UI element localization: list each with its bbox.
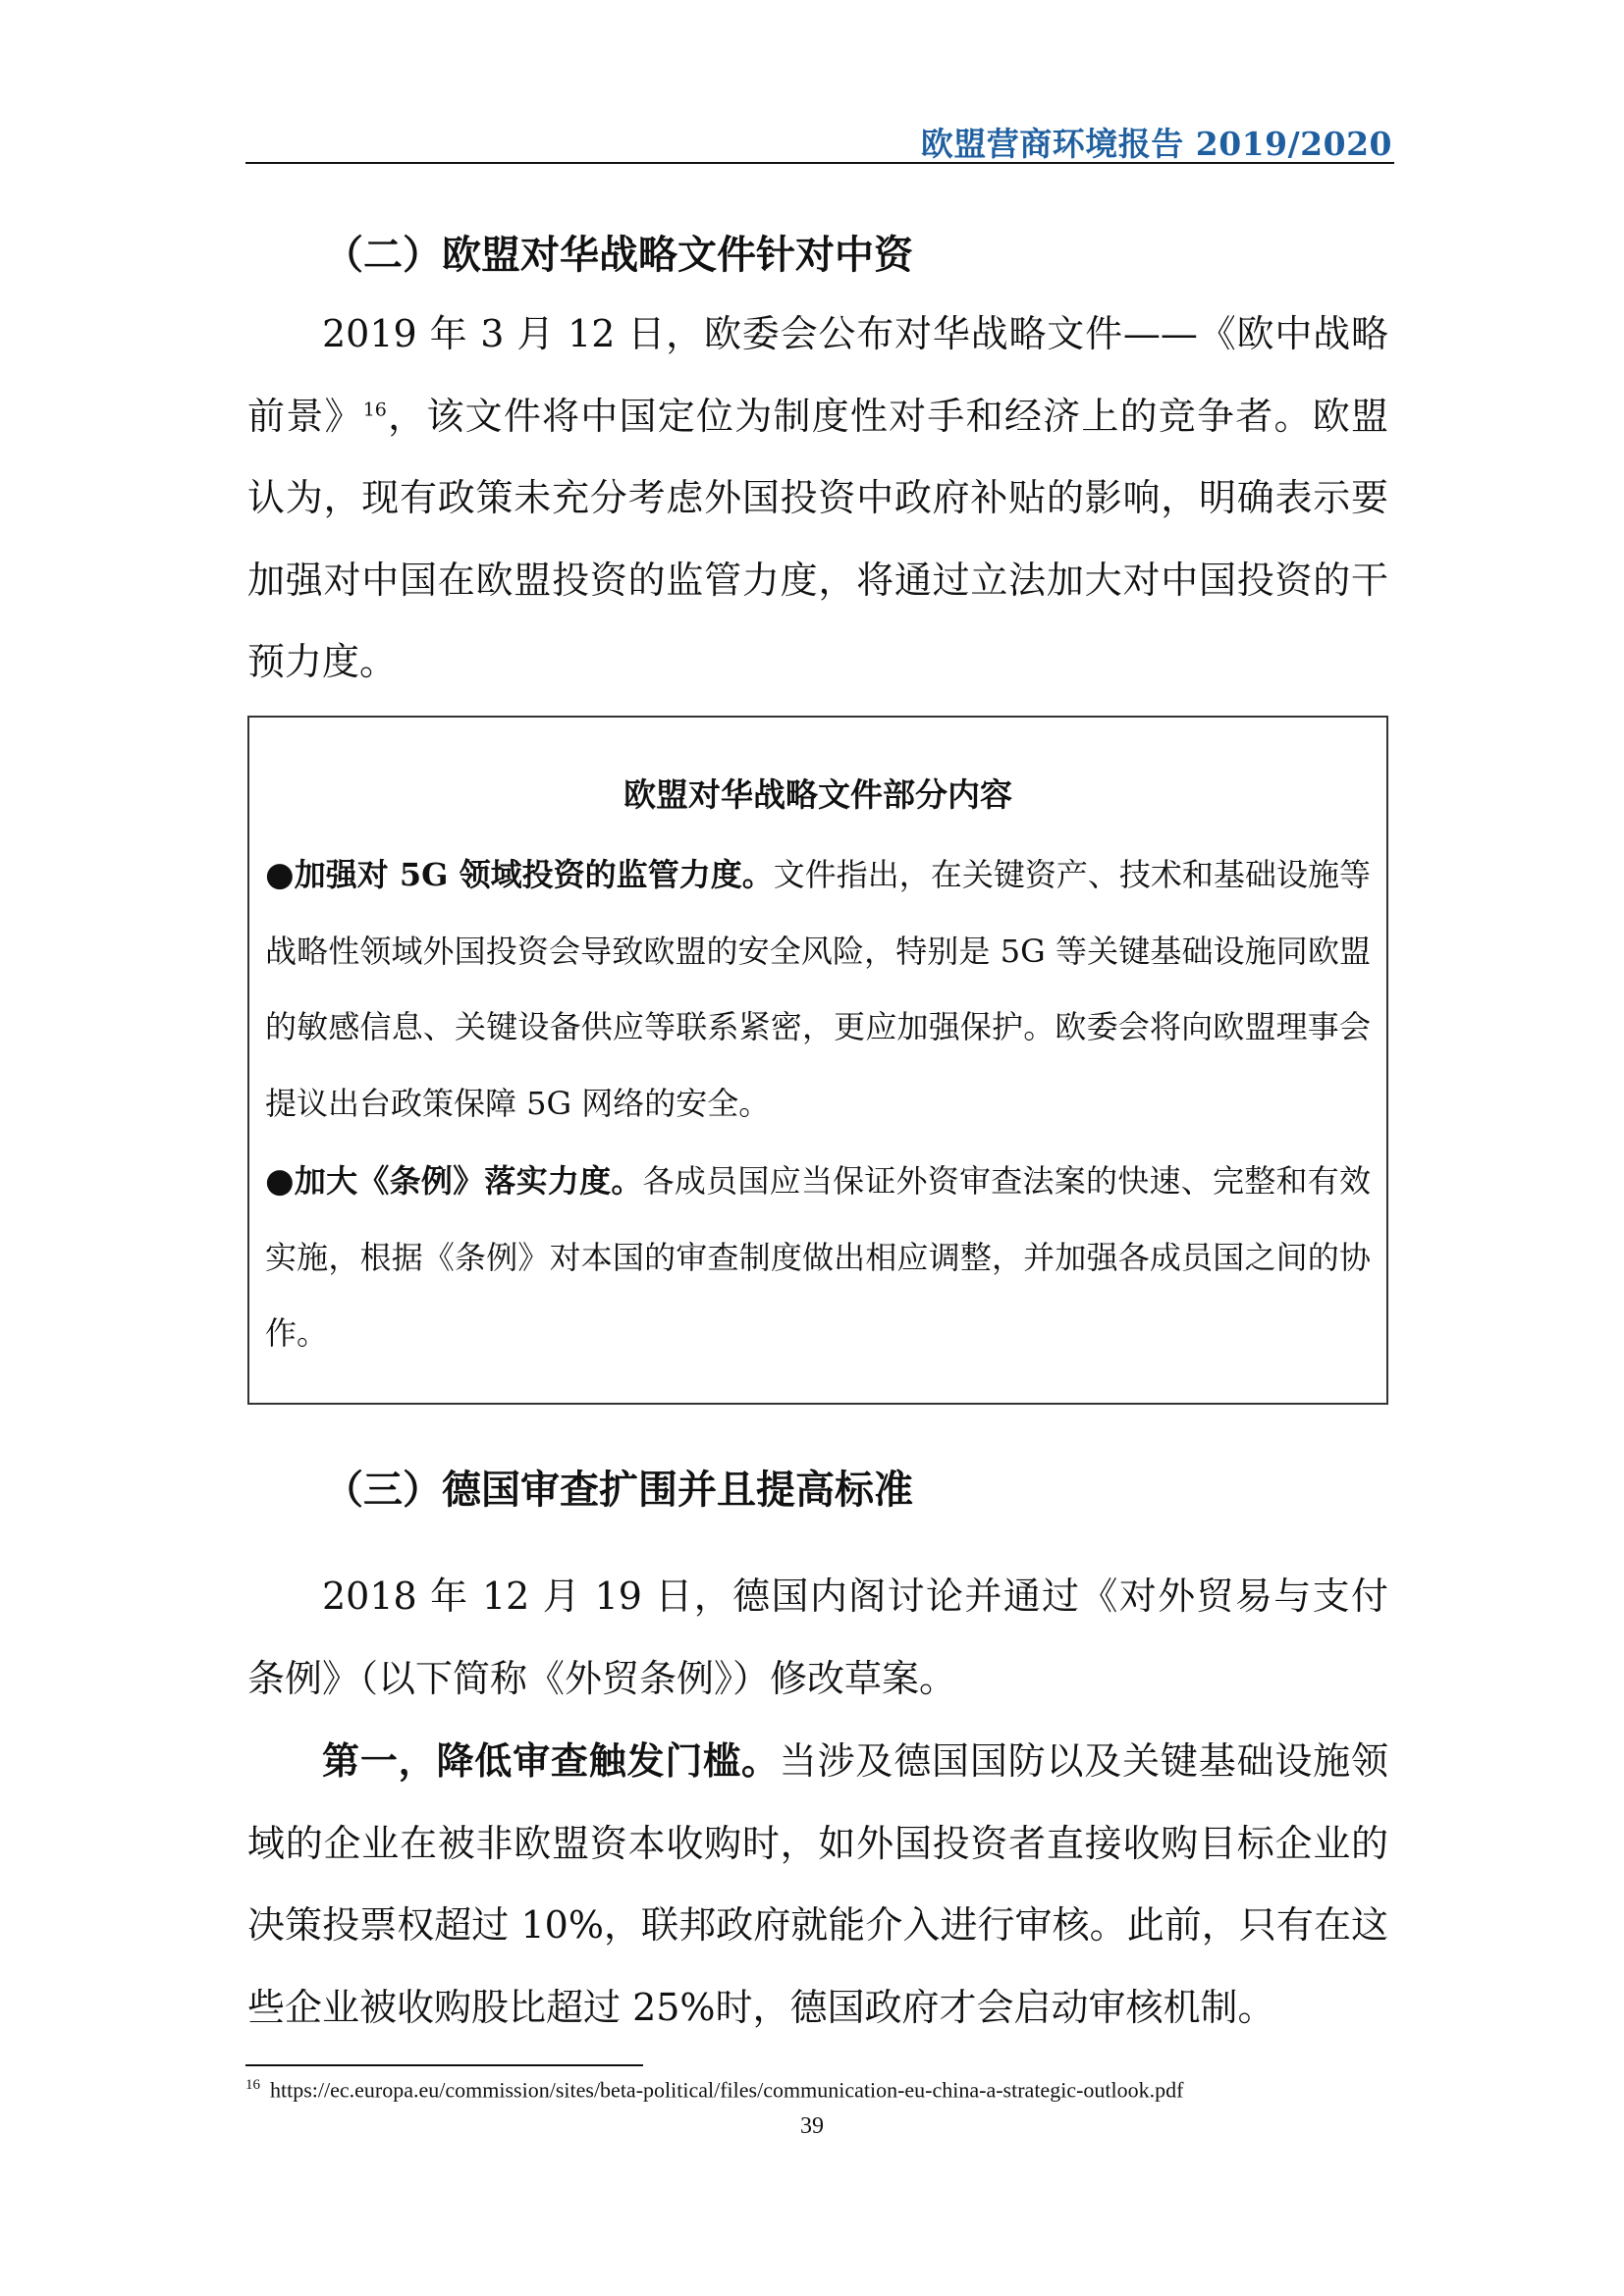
page-number: 39 (800, 2113, 824, 2139)
info-box-item-regulation-text: 各成员国应当保证外资审查法案的快速、完整和有效实施，根据《条例》对本国的审查制度做出相应调整，并加强各成员国之间的协作。 (265, 1162, 1371, 1352)
info-box-item-5g-text: 文件指出，在关键资产、技术和基础设施等战略性领域外国投资会导致欧盟的安全风险，特别是 5G 等关键基础设施同欧盟的敏感信息、关键设备供应等联系紧密，更应加强保护。欧委会将向欧盟理事会提议出台政策保障 5G 网络的安全。 (265, 856, 1371, 1122)
bullet-icon: ● (265, 855, 295, 894)
section-heading-eu-strategy: （二）欧盟对华战略文件针对中资 (324, 232, 913, 278)
paragraph-germany-threshold-heading: 第一，降低审查触发门槛。 (322, 1738, 780, 1783)
footnote-reference[interactable]: 16 (362, 398, 387, 420)
paragraph-eu-strategy (247, 294, 1388, 704)
paragraph-germany-intro: 2018 年 12 月 19 日，德国内阁讨论并通过《对外贸易与支付条例》（以下简称《外贸条例》）修改草案。 (247, 1575, 1388, 1700)
info-box-item-regulation (265, 1144, 1371, 1372)
header-rule (245, 162, 1394, 164)
footnote (245, 2077, 1183, 2103)
info-box-item-5g-heading: 加强对 5G 领域投资的监管力度。 (294, 856, 774, 893)
paragraph-germany-threshold (247, 1720, 1388, 2049)
info-box-item-5g (265, 837, 1371, 1142)
footnote-number: 16 (245, 2077, 260, 2093)
footnote-link[interactable]: https://ec.europa.eu/commission/sites/beta-political/files/communication-eu-china-a-strategic-outlook.pdf (270, 2077, 1184, 2103)
bullet-icon: ● (265, 1161, 295, 1201)
paragraph-germany-threshold-text: 当涉及德国国防以及关键基础设施领域的企业在被非欧盟资本收购时，如外国投资者直接收购目标企业的决策投票权超过 10%，联邦政府就能介入进行审核。此前，只有在这些企业被收购股比超过 25%时，德国政府才会启动审核机制。 (247, 1739, 1388, 2029)
footnote-rule (245, 2064, 643, 2066)
header-title: 欧盟营商环境报告 2019/2020 (920, 125, 1392, 163)
paragraph-text-after-ref: ，该文件将中国定位为制度性对手和经济上的竞争者。欧盟认为，现有政策未充分考虑外国投资中政府补贴的影响，明确表示要加强对中国在欧盟投资的监管力度，将通过立法加大对中国投资的干预力度。 (247, 394, 1388, 683)
paragraph-text-before-ref: 2019 年 3 月 12 日，欧委会公布对华战略文件——《欧中战略前景》 (247, 312, 1388, 438)
info-box-title: 欧盟对华战略文件部分内容 (623, 775, 1012, 814)
info-box (247, 716, 1388, 1405)
section-heading-germany: （三）德国审查扩围并且提高标准 (324, 1467, 913, 1513)
info-box-item-regulation-heading: 加大《条例》落实力度。 (294, 1162, 643, 1200)
